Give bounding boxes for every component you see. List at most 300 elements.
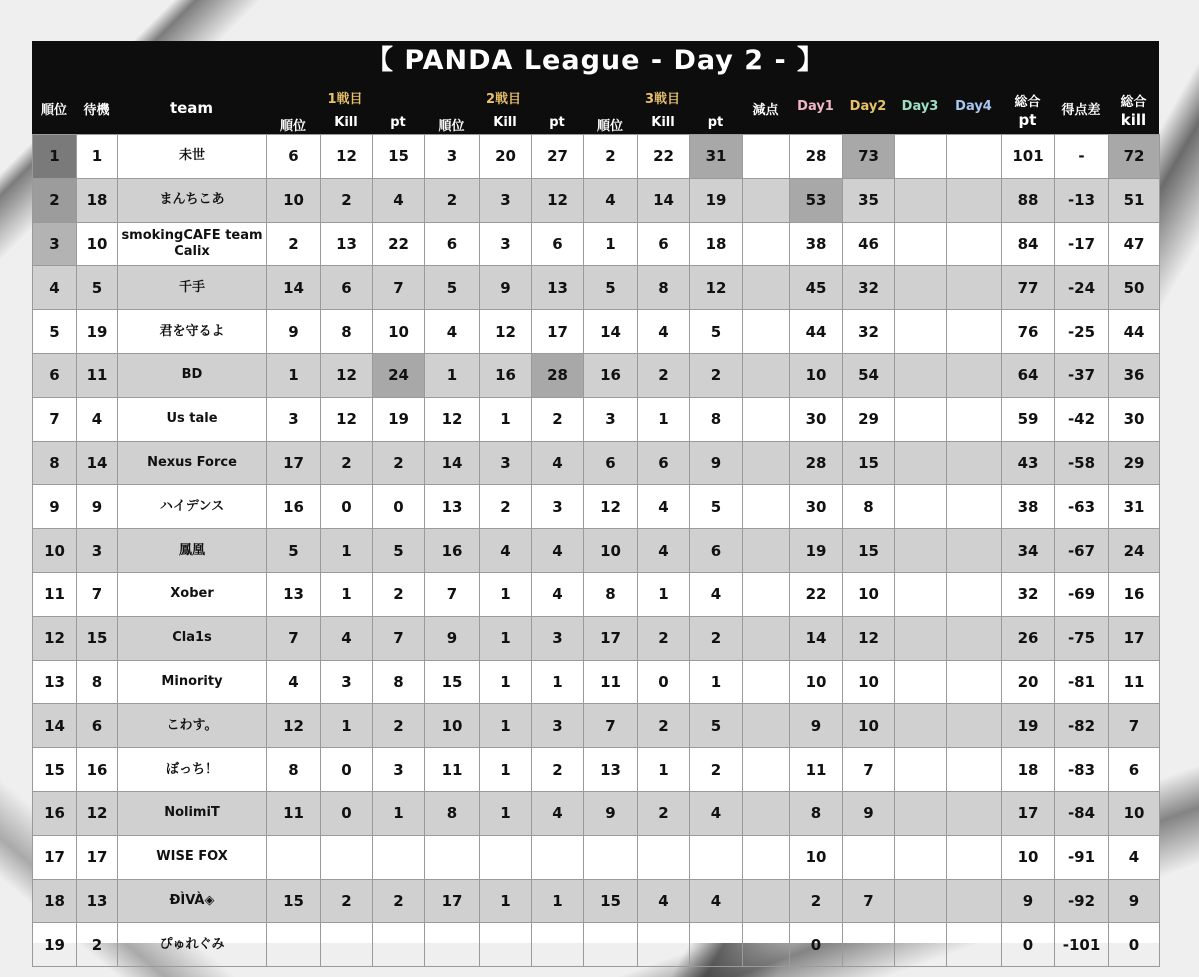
day2-cell: 29 — [843, 397, 895, 441]
day4-cell — [947, 529, 1002, 573]
m2-pt-cell: 4 — [532, 529, 584, 573]
rank-cell: 12 — [33, 616, 77, 660]
deduction-cell — [743, 660, 790, 704]
total-pt-cell: 84 — [1002, 222, 1055, 266]
m3-kill-cell: 2 — [638, 353, 690, 397]
m2-kill-cell: 1 — [480, 572, 532, 616]
rank-cell: 7 — [33, 397, 77, 441]
m1-kill-cell: 1 — [321, 572, 373, 616]
m3-kill-cell: 1 — [638, 572, 690, 616]
m2-pt-cell: 3 — [532, 616, 584, 660]
day2-cell: 15 — [843, 529, 895, 573]
table-row — [33, 310, 1160, 354]
table-row — [33, 529, 1160, 573]
m3-rank-cell: 2 — [584, 135, 638, 179]
header-match2: 2戦目 — [485, 92, 522, 107]
day1-cell: 2 — [790, 879, 843, 923]
day1-cell: 10 — [790, 353, 843, 397]
total-pt-cell: 101 — [1002, 135, 1055, 179]
m2-pt-cell: 13 — [532, 266, 584, 310]
total-pt-cell: 88 — [1002, 178, 1055, 222]
m2-kill-cell: 4 — [480, 529, 532, 573]
m2-kill-cell: 1 — [480, 879, 532, 923]
wait-cell: 2 — [77, 923, 118, 967]
wait-cell: 17 — [77, 835, 118, 879]
team-name: ぴゅれぐみ — [118, 923, 267, 967]
total-kill-cell: 31 — [1109, 485, 1160, 529]
m2-kill-cell: 20 — [480, 135, 532, 179]
diff-cell: -91 — [1055, 835, 1109, 879]
day3-cell — [895, 353, 947, 397]
m1-rank-cell: 13 — [267, 572, 321, 616]
day4-cell — [947, 791, 1002, 835]
header-day1: Day1 — [797, 99, 834, 114]
m2-kill-cell: 1 — [480, 397, 532, 441]
m2-pt-cell: 4 — [532, 572, 584, 616]
m2-kill-cell: 1 — [480, 748, 532, 792]
day2-cell: 54 — [843, 353, 895, 397]
day4-cell — [947, 266, 1002, 310]
day4-cell — [947, 222, 1002, 266]
deduction-cell — [743, 616, 790, 660]
m1-pt-cell — [373, 923, 425, 967]
total-kill-cell: 50 — [1109, 266, 1160, 310]
m3-rank-cell: 15 — [584, 879, 638, 923]
table-row — [33, 266, 1160, 310]
team-name: Us tale — [118, 397, 267, 441]
m3-kill-cell — [638, 835, 690, 879]
diff-cell: -83 — [1055, 748, 1109, 792]
day1-cell: 10 — [790, 835, 843, 879]
page-title: 【 PANDA League - Day 2 - 】 — [365, 45, 826, 76]
m1-rank-cell: 1 — [267, 353, 321, 397]
m1-kill-cell: 12 — [321, 397, 373, 441]
rank-cell: 10 — [33, 529, 77, 573]
wait-cell: 11 — [77, 353, 118, 397]
m2-rank-cell: 1 — [425, 353, 480, 397]
rank-cell: 5 — [33, 310, 77, 354]
rank-cell: 1 — [33, 135, 77, 179]
m3-kill-cell — [638, 923, 690, 967]
m3-pt-cell — [690, 835, 743, 879]
table-row — [33, 222, 1160, 266]
m1-kill-cell: 13 — [321, 222, 373, 266]
day4-cell — [947, 178, 1002, 222]
m3-pt-cell: 6 — [690, 529, 743, 573]
table-row — [33, 879, 1160, 923]
header-rank: 順位 — [40, 103, 67, 118]
day2-cell: 10 — [843, 572, 895, 616]
total-pt-cell: 59 — [1002, 397, 1055, 441]
m3-kill-cell: 2 — [638, 791, 690, 835]
total-kill-cell: 30 — [1109, 397, 1160, 441]
team-name: まんちこあ — [118, 178, 267, 222]
m1-rank-cell: 16 — [267, 485, 321, 529]
deduction-cell — [743, 923, 790, 967]
m3-pt-cell: 8 — [690, 397, 743, 441]
wait-cell: 7 — [77, 572, 118, 616]
diff-cell: -92 — [1055, 879, 1109, 923]
total-pt-cell: 18 — [1002, 748, 1055, 792]
team-name: Xober — [118, 572, 267, 616]
m1-pt-cell: 0 — [373, 485, 425, 529]
day2-cell: 46 — [843, 222, 895, 266]
day3-cell — [895, 222, 947, 266]
m3-kill-cell: 8 — [638, 266, 690, 310]
m2-rank-cell — [425, 923, 480, 967]
header-m2-kill: Kill — [493, 115, 517, 130]
m1-kill-cell: 2 — [321, 879, 373, 923]
m1-pt-cell: 15 — [373, 135, 425, 179]
m3-pt-cell: 2 — [690, 353, 743, 397]
day2-cell: 35 — [843, 178, 895, 222]
m3-pt-cell: 31 — [690, 135, 743, 179]
total-pt-cell: 34 — [1002, 529, 1055, 573]
day1-cell: 28 — [790, 441, 843, 485]
m2-kill-cell — [480, 835, 532, 879]
day3-cell — [895, 397, 947, 441]
day1-cell: 14 — [790, 616, 843, 660]
header-day2: Day2 — [849, 99, 887, 114]
total-pt-cell: 9 — [1002, 879, 1055, 923]
deduction-cell — [743, 310, 790, 354]
team-name: 君を守るよ — [118, 310, 267, 354]
table-row — [33, 704, 1160, 748]
m2-rank-cell: 2 — [425, 178, 480, 222]
day1-cell: 30 — [790, 485, 843, 529]
day1-cell: 30 — [790, 397, 843, 441]
day3-cell — [895, 135, 947, 179]
team-name: 千手 — [118, 266, 267, 310]
header-m2-rank: 順位 — [438, 119, 465, 134]
header-bar — [32, 41, 1159, 134]
m1-kill-cell: 1 — [321, 704, 373, 748]
table-row — [33, 397, 1160, 441]
m2-pt-cell: 6 — [532, 222, 584, 266]
day1-cell: 38 — [790, 222, 843, 266]
day1-cell: 45 — [790, 266, 843, 310]
m2-pt-cell: 1 — [532, 879, 584, 923]
deduction-cell — [743, 791, 790, 835]
team-name: Nexus Force — [118, 441, 267, 485]
m3-kill-cell: 0 — [638, 660, 690, 704]
m3-rank-cell: 11 — [584, 660, 638, 704]
diff-cell: -13 — [1055, 178, 1109, 222]
table-row — [33, 616, 1160, 660]
day4-cell — [947, 397, 1002, 441]
deduction-cell — [743, 441, 790, 485]
diff-cell: -81 — [1055, 660, 1109, 704]
diff-cell: -67 — [1055, 529, 1109, 573]
m1-rank-cell: 9 — [267, 310, 321, 354]
diff-cell: -17 — [1055, 222, 1109, 266]
day3-cell — [895, 835, 947, 879]
m1-rank-cell — [267, 923, 321, 967]
header-match1: 1戦目 — [327, 92, 363, 107]
day4-cell — [947, 704, 1002, 748]
m2-rank-cell: 17 — [425, 879, 480, 923]
rank-cell: 8 — [33, 441, 77, 485]
header-diff: 得点差 — [1061, 103, 1101, 118]
m1-rank-cell: 2 — [267, 222, 321, 266]
m3-rank-cell: 14 — [584, 310, 638, 354]
m2-kill-cell — [480, 923, 532, 967]
m1-rank-cell: 3 — [267, 397, 321, 441]
day1-cell: 19 — [790, 529, 843, 573]
day2-cell: 32 — [843, 266, 895, 310]
team-name: ĐÌVÀ◈ — [118, 879, 267, 923]
day3-cell — [895, 178, 947, 222]
m1-kill-cell: 0 — [321, 485, 373, 529]
m2-pt-cell: 1 — [532, 660, 584, 704]
m1-rank-cell: 8 — [267, 748, 321, 792]
diff-cell: -69 — [1055, 572, 1109, 616]
rank-cell: 16 — [33, 791, 77, 835]
m3-pt-cell: 4 — [690, 791, 743, 835]
header-deduction: 減点 — [752, 103, 779, 118]
rank-cell: 15 — [33, 748, 77, 792]
header-total-pt-top: 総合 — [1014, 95, 1041, 110]
m1-rank-cell: 10 — [267, 178, 321, 222]
total-kill-cell: 9 — [1109, 879, 1160, 923]
wait-cell: 14 — [77, 441, 118, 485]
day3-cell — [895, 310, 947, 354]
m1-rank-cell — [267, 835, 321, 879]
table-row — [33, 441, 1160, 485]
day2-cell: 10 — [843, 660, 895, 704]
team-name: Minority — [118, 660, 267, 704]
m3-pt-cell: 5 — [690, 704, 743, 748]
diff-cell: -82 — [1055, 704, 1109, 748]
m1-kill-cell: 12 — [321, 353, 373, 397]
m2-pt-cell: 17 — [532, 310, 584, 354]
m3-pt-cell: 19 — [690, 178, 743, 222]
day4-cell — [947, 835, 1002, 879]
total-pt-cell: 76 — [1002, 310, 1055, 354]
day3-cell — [895, 879, 947, 923]
deduction-cell — [743, 222, 790, 266]
m1-rank-cell: 12 — [267, 704, 321, 748]
day4-cell — [947, 310, 1002, 354]
m2-kill-cell: 2 — [480, 485, 532, 529]
m3-rank-cell — [584, 923, 638, 967]
day3-cell — [895, 923, 947, 967]
table-row — [33, 135, 1160, 179]
m3-pt-cell: 5 — [690, 485, 743, 529]
header-m1-pt: pt — [390, 115, 406, 130]
rank-cell: 13 — [33, 660, 77, 704]
day1-cell: 28 — [790, 135, 843, 179]
m2-pt-cell: 4 — [532, 441, 584, 485]
m1-pt-cell: 2 — [373, 572, 425, 616]
deduction-cell — [743, 485, 790, 529]
m1-kill-cell: 4 — [321, 616, 373, 660]
wait-cell: 4 — [77, 397, 118, 441]
diff-cell: -58 — [1055, 441, 1109, 485]
wait-cell: 15 — [77, 616, 118, 660]
day3-cell — [895, 791, 947, 835]
wait-cell: 9 — [77, 485, 118, 529]
table-row — [33, 572, 1160, 616]
m3-kill-cell: 6 — [638, 441, 690, 485]
day4-cell — [947, 923, 1002, 967]
total-pt-cell: 64 — [1002, 353, 1055, 397]
wait-cell: 8 — [77, 660, 118, 704]
team-name: WISE FOX — [118, 835, 267, 879]
m2-rank-cell: 11 — [425, 748, 480, 792]
m1-rank-cell: 5 — [267, 529, 321, 573]
total-pt-cell: 32 — [1002, 572, 1055, 616]
m3-rank-cell: 13 — [584, 748, 638, 792]
m2-kill-cell: 3 — [480, 178, 532, 222]
m1-pt-cell: 4 — [373, 178, 425, 222]
total-pt-cell: 38 — [1002, 485, 1055, 529]
m2-kill-cell: 3 — [480, 222, 532, 266]
day3-cell — [895, 704, 947, 748]
wait-cell: 16 — [77, 748, 118, 792]
m1-pt-cell: 7 — [373, 616, 425, 660]
m2-rank-cell: 5 — [425, 266, 480, 310]
m1-pt-cell: 2 — [373, 879, 425, 923]
m2-kill-cell: 12 — [480, 310, 532, 354]
m1-kill-cell: 2 — [321, 441, 373, 485]
m2-pt-cell: 12 — [532, 178, 584, 222]
m3-pt-cell: 12 — [690, 266, 743, 310]
m1-pt-cell: 5 — [373, 529, 425, 573]
total-kill-cell: 16 — [1109, 572, 1160, 616]
header-m1-kill: Kill — [334, 115, 358, 130]
total-pt-cell: 19 — [1002, 704, 1055, 748]
m3-kill-cell: 4 — [638, 879, 690, 923]
m2-rank-cell: 10 — [425, 704, 480, 748]
m1-pt-cell: 7 — [373, 266, 425, 310]
day4-cell — [947, 441, 1002, 485]
diff-cell: -75 — [1055, 616, 1109, 660]
m3-kill-cell: 2 — [638, 704, 690, 748]
m1-pt-cell: 10 — [373, 310, 425, 354]
day1-cell: 22 — [790, 572, 843, 616]
m2-pt-cell — [532, 835, 584, 879]
day3-cell — [895, 748, 947, 792]
day3-cell — [895, 529, 947, 573]
m2-rank-cell: 4 — [425, 310, 480, 354]
m3-rank-cell: 16 — [584, 353, 638, 397]
header-total-kill-top: 総合 — [1120, 95, 1147, 110]
total-kill-cell: 72 — [1109, 135, 1160, 179]
header-wait: 待機 — [83, 103, 110, 118]
day1-cell: 9 — [790, 704, 843, 748]
day4-cell — [947, 616, 1002, 660]
m2-rank-cell: 8 — [425, 791, 480, 835]
rank-cell: 2 — [33, 178, 77, 222]
m2-kill-cell: 16 — [480, 353, 532, 397]
header-m3-rank: 順位 — [596, 119, 623, 134]
day3-cell — [895, 266, 947, 310]
rank-cell: 6 — [33, 353, 77, 397]
m3-kill-cell: 2 — [638, 616, 690, 660]
m3-kill-cell: 6 — [638, 222, 690, 266]
team-name: ハイデンス — [118, 485, 267, 529]
total-pt-cell: 17 — [1002, 791, 1055, 835]
team-name: ぼっち！ — [118, 748, 267, 792]
day1-cell: 44 — [790, 310, 843, 354]
m2-pt-cell: 2 — [532, 397, 584, 441]
rank-cell: 17 — [33, 835, 77, 879]
m1-kill-cell: 0 — [321, 791, 373, 835]
m3-rank-cell: 4 — [584, 178, 638, 222]
wait-cell: 3 — [77, 529, 118, 573]
m3-kill-cell: 1 — [638, 748, 690, 792]
total-kill-cell: 36 — [1109, 353, 1160, 397]
m2-rank-cell: 7 — [425, 572, 480, 616]
deduction-cell — [743, 704, 790, 748]
m3-rank-cell: 5 — [584, 266, 638, 310]
m1-kill-cell: 8 — [321, 310, 373, 354]
day4-cell — [947, 879, 1002, 923]
deduction-cell — [743, 529, 790, 573]
team-name: 鳳凰 — [118, 529, 267, 573]
total-kill-cell: 44 — [1109, 310, 1160, 354]
m3-pt-cell: 1 — [690, 660, 743, 704]
header-team: team — [169, 99, 214, 117]
day3-cell — [895, 572, 947, 616]
m1-kill-cell: 6 — [321, 266, 373, 310]
m2-rank-cell: 3 — [425, 135, 480, 179]
m3-rank-cell: 10 — [584, 529, 638, 573]
day2-cell: 12 — [843, 616, 895, 660]
m3-pt-cell: 18 — [690, 222, 743, 266]
day4-cell — [947, 748, 1002, 792]
wait-cell: 10 — [77, 222, 118, 266]
total-kill-cell: 4 — [1109, 835, 1160, 879]
table-row — [33, 748, 1160, 792]
table-row — [33, 923, 1160, 967]
m2-rank-cell: 13 — [425, 485, 480, 529]
total-kill-cell: 51 — [1109, 178, 1160, 222]
day1-cell: 53 — [790, 178, 843, 222]
deduction-cell — [743, 572, 790, 616]
table-row — [33, 791, 1160, 835]
m1-rank-cell: 7 — [267, 616, 321, 660]
day1-cell: 8 — [790, 791, 843, 835]
day4-cell — [947, 353, 1002, 397]
m1-kill-cell: 2 — [321, 178, 373, 222]
m1-pt-cell: 2 — [373, 704, 425, 748]
day1-cell: 0 — [790, 923, 843, 967]
m2-kill-cell: 3 — [480, 441, 532, 485]
m3-kill-cell: 22 — [638, 135, 690, 179]
team-name: 未世 — [118, 135, 267, 179]
m1-kill-cell — [321, 923, 373, 967]
header-m1-rank: 順位 — [279, 119, 306, 134]
table-row — [33, 178, 1160, 222]
m1-rank-cell: 11 — [267, 791, 321, 835]
m2-pt-cell: 2 — [532, 748, 584, 792]
m2-pt-cell — [532, 923, 584, 967]
day2-cell: 7 — [843, 879, 895, 923]
m3-rank-cell: 12 — [584, 485, 638, 529]
m2-rank-cell: 15 — [425, 660, 480, 704]
m2-kill-cell: 1 — [480, 704, 532, 748]
m1-rank-cell: 15 — [267, 879, 321, 923]
day1-cell: 10 — [790, 660, 843, 704]
diff-cell: -42 — [1055, 397, 1109, 441]
rank-cell: 19 — [33, 923, 77, 967]
deduction-cell — [743, 135, 790, 179]
day3-cell — [895, 441, 947, 485]
total-kill-cell: 6 — [1109, 748, 1160, 792]
m1-pt-cell: 19 — [373, 397, 425, 441]
